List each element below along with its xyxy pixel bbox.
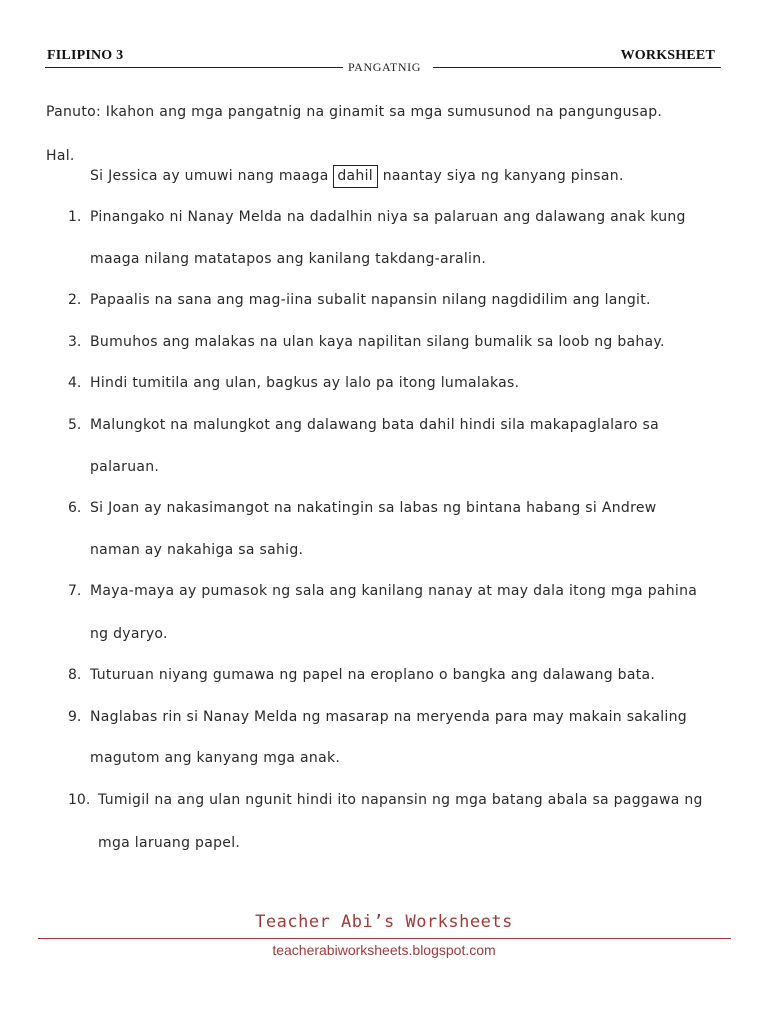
item-line: ng dyaryo. — [90, 626, 168, 642]
example-boxed-word: dahil — [333, 165, 378, 188]
example-sentence — [90, 168, 624, 184]
worksheet-label: WORKSHEET — [620, 48, 715, 63]
item-line: mga laruang papel. — [98, 835, 241, 851]
example-before: Si Jessica ay umuwi nang maaga — [90, 168, 329, 184]
header-rule-right — [433, 67, 721, 68]
header-rule-left — [45, 67, 343, 68]
item-number: 2. — [68, 292, 82, 308]
item-number: 9. — [68, 709, 82, 725]
item-number: 8. — [68, 667, 82, 683]
topic-title: PANGATNIG — [348, 60, 421, 74]
example-label: Hal. — [46, 148, 75, 164]
item-number: 10. — [68, 792, 91, 808]
instructions-text: Panuto: Ikahon ang mga pangatnig na ginamit sa mga sumusunod na pangungusap. — [46, 104, 663, 120]
item-line: palaruan. — [90, 459, 160, 475]
item-line: Si Joan ay nakasimangot na nakatingin sa labas ng bintana habang si Andrew — [90, 500, 657, 516]
subject-label: FILIPINO 3 — [47, 48, 124, 63]
item-number: 3. — [68, 334, 82, 350]
item-line: Maya-maya ay pumasok ng sala ang kanilang nanay at may dala itong mga pahina — [90, 583, 698, 599]
item-number: 6. — [68, 500, 82, 516]
item-line: Malungkot na malungkot ang dalawang bata dahil hindi sila makapaglalaro sa — [90, 417, 660, 433]
brand-logo-text: Teacher Abi’s Worksheets — [255, 912, 513, 932]
item-line: magutom ang kanyang mga anak. — [90, 750, 341, 766]
item-line: maaga nilang matatapos ang kanilang takdang-aralin. — [90, 251, 487, 267]
item-line: Papaalis na sana ang mag-iina subalit napansin nilang nagdidilim ang langit. — [90, 292, 651, 308]
item-line: naman ay nakahiga sa sahig. — [90, 542, 304, 558]
footer-rule — [38, 938, 731, 939]
item-line: Hindi tumitila ang ulan, bagkus ay lalo pa itong lumalakas. — [90, 375, 520, 391]
item-line: Bumuhos ang malakas na ulan kaya napilitan silang bumalik sa loob ng bahay. — [90, 334, 665, 350]
item-number: 5. — [68, 417, 82, 433]
item-line: Naglabas rin si Nanay Melda ng masarap na meryenda para may makain sakaling — [90, 709, 687, 725]
item-line: Pinangako ni Nanay Melda na dadalhin niya sa palaruan ang dalawang anak kung — [90, 209, 686, 225]
item-number: 7. — [68, 583, 82, 599]
item-number: 4. — [68, 375, 82, 391]
item-line: Tuturuan niyang gumawa ng papel na eroplano o bangka ang dalawang bata. — [90, 667, 656, 683]
example-after: naantay siya ng kanyang pinsan. — [382, 168, 624, 184]
item-line: Tumigil na ang ulan ngunit hindi ito napansin ng mga batang abala sa paggawa ng — [98, 792, 703, 808]
footer-url[interactable]: teacherabiworksheets.blogspot.com — [272, 942, 496, 958]
item-number: 1. — [68, 209, 82, 225]
